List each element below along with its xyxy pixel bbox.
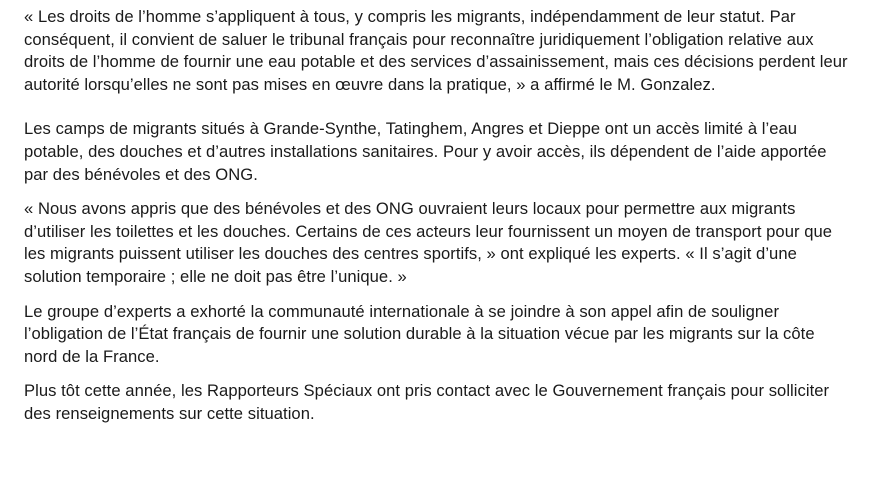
paragraph-gonzalez-quote: « Les droits de l’homme s’appliquent à tous, y compris les migrants, indépendamment de leur statut. Par conséquent, il convient de saluer le tribunal français pour reconnaître juridiquement l’obligation relative aux droits de l’homme de fournir une eau potable et des services d’assainissement, mais ces décisions perdent leur autorité lorsqu’elles ne sont pas mises en œuvre dans la pratique, » a affirmé le M. Gonzalez. (24, 7, 848, 94)
paragraph-experts-quote: « Nous avons appris que des bénévoles et des ONG ouvraient leurs locaux pour permettre aux migrants d’utiliser les toilettes et les douches. Certains de ces acteurs leur fournissent un moyen de transport pour que les migrants puissent utiliser les douches des centres sportifs, » ont expliqué les experts. « Il s’agit d’une solution temporaire ; elle ne doit pas être l’unique. » (24, 199, 833, 286)
paragraph-expert-group-appeal: Le groupe d’experts a exhorté la communauté internationale à se joindre à son appel afin de souligner l’obligation de l’État français de fournir une solution durable à la situation vécue par les migrants sur la côte nord de la France. (24, 301, 815, 366)
paragraph-migrant-camps: Les camps de migrants situés à Grande-Synthe, Tatinghem, Angres et Dieppe ont un accès limité à l’eau potable, des douches et d’autres installations sanitaires. Pour y avoir accès, ils dépendent de l’aide apportée par des bénévoles et des ONG. (24, 119, 827, 184)
paragraph-special-rapporteurs: Plus tôt cette année, les Rapporteurs Spéciaux ont pris contact avec le Gouvernement français pour solliciter des renseignements sur cette situation. (24, 381, 830, 423)
